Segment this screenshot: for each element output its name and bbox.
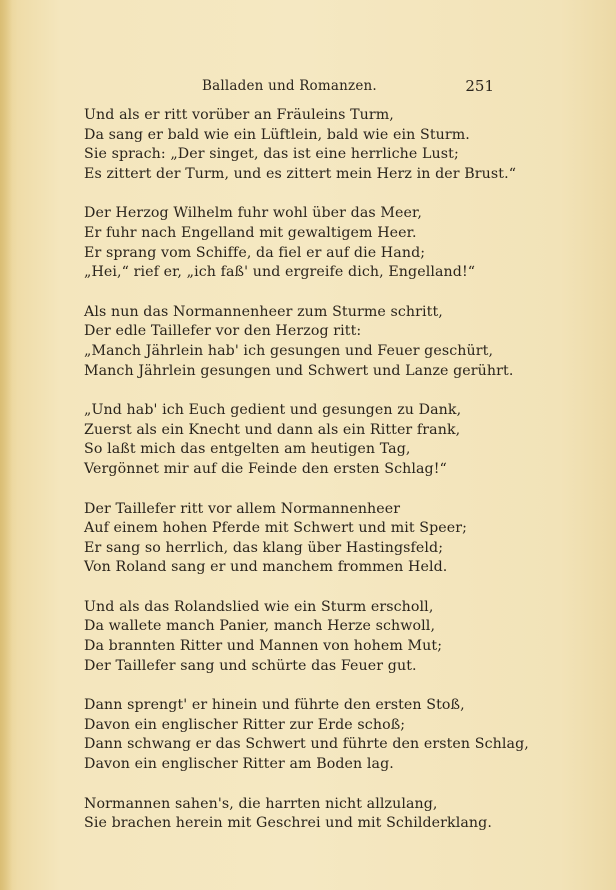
verse-line: Davon ein englischer Ritter zur Erde schoß; bbox=[84, 716, 406, 733]
stanza bbox=[84, 204, 504, 282]
verse-line: Der Herzog Wilhelm fuhr wohl über das Meer, bbox=[84, 205, 422, 222]
verse-line: Er sang so herrlich, das klang über Hastingsfeld; bbox=[84, 539, 444, 556]
stanza bbox=[84, 598, 504, 676]
verse-line: Sie brachen herein mit Geschrei und mit Schilderklang. bbox=[84, 815, 492, 832]
verse-line: Da brannten Ritter und Mannen von hohem Mut; bbox=[84, 638, 443, 655]
verse-line: Vergönnet mir auf die Feinde den ersten Schlag!“ bbox=[84, 460, 447, 477]
verse-line: Auf einem hohen Pferde mit Schwert und mit Speer; bbox=[84, 520, 468, 537]
verse-line: Dann schwang er das Schwert und führte den ersten Schlag, bbox=[84, 736, 529, 753]
stanza bbox=[84, 303, 514, 381]
verse-line: Von Roland sang er und manchem frommen Held. bbox=[84, 559, 448, 576]
verse-line: Und als er ritt vorüber an Fräuleins Turm, bbox=[84, 107, 394, 123]
stanza bbox=[84, 795, 504, 834]
verse-line: Und als das Rolandslied wie ein Sturm erscholl, bbox=[84, 598, 434, 615]
verse-line: „Manch Jährlein hab' ich gesungen und Feuer geschürt, bbox=[84, 342, 494, 359]
verse-line: Manch Jährlein gesungen und Schwert und Lanze gerührt. bbox=[84, 362, 514, 379]
verse-line: Dann sprengt' er hinein und führte den ersten Stoß, bbox=[84, 697, 465, 714]
stanza bbox=[84, 401, 504, 479]
stanza bbox=[84, 106, 517, 184]
page-edge-shadow bbox=[0, 0, 12, 890]
page-number: 251 bbox=[465, 77, 494, 95]
stanza bbox=[84, 696, 529, 774]
verse-line: Da sang er bald wie ein Lüftlein, bald wie ein Sturm. bbox=[84, 126, 470, 143]
verse-line: Er fuhr nach Engelland mit gewaltigem Heer. bbox=[84, 224, 417, 241]
verse-line: Er sprang vom Schiffe, da fiel er auf die Hand; bbox=[84, 244, 426, 261]
page-header bbox=[84, 78, 494, 98]
stanza bbox=[84, 500, 504, 578]
verse-line: Der edle Taillefer vor den Herzog ritt: bbox=[84, 323, 362, 340]
verse-line: Normannen sahen's, die harrten nicht allzulang, bbox=[84, 795, 438, 812]
verse-line: Es zittert der Turm, und es zittert mein Herz in der Brust.“ bbox=[84, 165, 517, 182]
verse-line: „Und hab' ich Euch gedient und gesungen zu Dank, bbox=[84, 402, 462, 419]
verse-line: Sie sprach: „Der singet, das ist eine herrliche Lust; bbox=[84, 146, 459, 163]
running-title: Balladen und Romanzen. bbox=[202, 78, 377, 94]
verse-line: Da wallete manch Panier, manch Herze schwoll, bbox=[84, 618, 436, 635]
verse-line: Der Taillefer sang und schürte das Feuer gut. bbox=[84, 657, 417, 674]
poem-body bbox=[84, 106, 529, 854]
verse-line: Davon ein englischer Ritter am Boden lag. bbox=[84, 756, 394, 773]
verse-line: „Hei,“ rief er, „ich faß' und ergreife dich, Engelland!“ bbox=[84, 264, 476, 281]
verse-line: Als nun das Normannenheer zum Sturme schritt, bbox=[84, 303, 443, 320]
verse-line: Der Taillefer ritt vor allem Normannenheer bbox=[84, 500, 401, 517]
verse-line: So laßt mich das entgelten am heutigen Tag, bbox=[84, 441, 411, 458]
verse-line: Zuerst als ein Knecht und dann als ein Ritter frank, bbox=[84, 421, 461, 438]
